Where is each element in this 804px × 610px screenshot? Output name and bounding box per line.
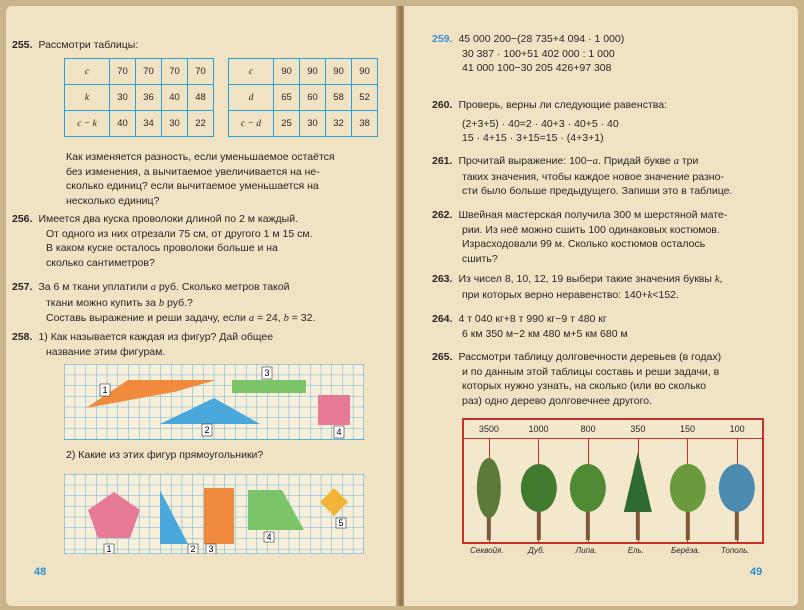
row-header: c − k — [65, 111, 110, 137]
left-page — [6, 6, 398, 606]
variable: a — [248, 313, 255, 324]
table-cell: 52 — [352, 85, 378, 111]
text-part: , — [719, 273, 723, 285]
exercise-255-question — [66, 150, 335, 208]
tree-name: Тополь. — [720, 546, 750, 555]
table-row — [65, 59, 214, 85]
shape-label: 1 — [102, 385, 108, 395]
shape-label: 3 — [208, 544, 214, 554]
text-part: руб. Сколько метров такой — [156, 281, 290, 293]
table-cell: 34 — [136, 111, 162, 137]
tree-years: 150 — [663, 420, 713, 439]
tree-years: 100 — [712, 420, 762, 439]
table-cell: 36 — [136, 85, 162, 111]
table-cell: 40 — [162, 85, 188, 111]
variable: a — [592, 156, 598, 167]
variable: b — [283, 313, 289, 324]
tree-icon — [563, 440, 613, 540]
exercise-258-q2 — [66, 448, 263, 463]
table-cell: 70 — [136, 59, 162, 85]
text-line: которых нужно узнать, на сколько (или во сколько — [462, 380, 707, 392]
tree-longevity-table — [462, 418, 764, 544]
text-line: 4 т 040 кг+8 т 990 кг−9 т 480 кг — [458, 313, 607, 325]
exercise-number: 255. — [12, 39, 33, 51]
exercise-number: 256. — [12, 213, 33, 225]
text-line: сшить? — [462, 252, 498, 265]
text-part: Из чисел 8, 10, 12, 19 выбери такие значения буквы — [458, 273, 715, 285]
text-line: таких значения, чтобы каждое новое значение разно- — [462, 170, 724, 183]
table-cell: 60 — [300, 85, 326, 111]
table-c-d — [228, 58, 378, 137]
exercise-261 — [432, 154, 732, 199]
row-header: c — [229, 59, 274, 85]
tree-name: Дуб. — [528, 546, 545, 555]
text-part: при которых верно неравенство: 140+ — [462, 288, 648, 301]
text-line: сколько сантиметров? — [46, 256, 155, 269]
table-cell: 48 — [188, 85, 214, 111]
table-cell: 70 — [188, 59, 214, 85]
table-cell: 90 — [300, 59, 326, 85]
variable: k — [714, 274, 720, 285]
table-row — [229, 85, 378, 111]
text-line: 15 · 4+15 · 3+15=15 · (4+3+1) — [462, 132, 604, 144]
text-part: три — [678, 155, 699, 167]
table-cell: 22 — [188, 111, 214, 137]
tree-column — [563, 420, 613, 542]
exercise-264 — [432, 312, 628, 341]
exercise-265 — [432, 350, 721, 408]
shape-label: 1 — [106, 544, 112, 554]
text-part: Прочитай выражение: 100− — [458, 155, 593, 167]
text-line: 30 387 · 100+51 402 000 : 1 000 — [462, 47, 615, 60]
table-cell: 70 — [110, 59, 136, 85]
text-part: Составь выражение и реши задачу, если — [46, 312, 249, 324]
table-c-k — [64, 58, 214, 137]
table-cell: 38 — [352, 111, 378, 137]
shapes-grid-2 — [64, 474, 364, 554]
text-line: Израсходовали 99 м. Сколько костюмов осталось — [462, 238, 706, 250]
tree-column — [514, 420, 564, 542]
page-number: 48 — [34, 566, 47, 578]
text-line: и по данным этой таблицы составь и реши задачи, в — [462, 365, 720, 378]
table-cell: 58 — [326, 85, 352, 111]
table-cell: 30 — [300, 111, 326, 137]
table-cell: 30 — [110, 85, 136, 111]
tree-icon — [712, 440, 762, 540]
text-line: 1) Как называется каждая из фигур? Дай общее — [38, 331, 274, 343]
page-number: 49 — [750, 566, 763, 578]
text-part: = 24, — [254, 312, 284, 324]
shape-label: 4 — [336, 427, 342, 437]
text-line: раз) одно дерево долговечнее другого. — [462, 394, 652, 407]
table-cell: 90 — [326, 59, 352, 85]
rectangle-shape — [232, 380, 306, 393]
exercise-number: 265. — [432, 351, 453, 363]
variable: b — [158, 297, 165, 309]
exercise-257 — [12, 280, 315, 327]
table-row — [229, 111, 378, 137]
text-line: Имеется два куска проволоки длиной по 2 м каждый. — [38, 213, 299, 225]
row-header: c − d — [229, 111, 274, 137]
table-cell: 25 — [274, 111, 300, 137]
exercise-262 — [432, 208, 727, 266]
exercise-number: 258. — [12, 331, 33, 343]
tree-years: 1000 — [514, 420, 564, 439]
tree-icon — [464, 440, 514, 540]
text-line: 2) Какие из этих фигур прямоугольники? — [66, 449, 264, 461]
text-line: (2+3+5) · 40=2 · 40+3 · 40+5 · 40 — [462, 117, 619, 130]
tree-name: Липа. — [575, 546, 597, 555]
text-line: без изменения, а вычитаемое увеличивается на не- — [66, 165, 320, 178]
tree-years: 3500 — [464, 420, 514, 439]
table-row — [65, 111, 214, 137]
exercise-256 — [12, 212, 312, 270]
text-line: рии. Из неё можно сшить 100 одинаковых костюмов. — [462, 223, 720, 236]
tree-column — [712, 420, 762, 542]
text-line: название этим фигурам. — [46, 345, 166, 358]
table-cell: 40 — [110, 111, 136, 137]
text-part: ткани можно купить за — [46, 296, 159, 309]
shape-label: 2 — [204, 425, 210, 435]
table-cell: 30 — [162, 111, 188, 137]
table-cell: 90 — [274, 59, 300, 85]
exercise-number: 264. — [432, 313, 453, 325]
text-part: <152. — [652, 288, 679, 301]
text-line: 6 км 350 м−2 км 480 м+5 км 680 м — [462, 327, 628, 340]
text-line: сти было больше предыдущего. Запиши это в таблице. — [462, 185, 733, 197]
text-line: Швейная мастерская получила 300 м шерстяной мате- — [458, 209, 728, 221]
table-row — [229, 59, 378, 85]
tree-icon — [514, 440, 564, 540]
tree-name: Секвойя. — [470, 546, 504, 555]
text-line: несколько единиц? — [66, 194, 160, 207]
table-row — [65, 85, 214, 111]
variable: k — [647, 289, 653, 301]
text-line: От одного из них отрезали 75 см, от другого 1 м 15 см. — [46, 227, 313, 240]
exercise-259 — [432, 32, 624, 76]
tree-icon — [663, 440, 713, 540]
text-line: Проверь, верны ли следующие равенства: — [458, 99, 667, 111]
exercise-number: 263. — [432, 273, 453, 285]
exercise-number: 257. — [12, 281, 33, 293]
shape-label: 4 — [266, 532, 272, 542]
tree-name: Берёза. — [671, 546, 700, 555]
exercise-number: 260. — [432, 99, 453, 111]
text-line: сколько единиц? если вычитаемое уменьшается на — [66, 180, 319, 192]
variable: a — [673, 156, 679, 167]
text-line: В каком куске осталось проволоки больше и на — [46, 242, 278, 254]
table-cell: 65 — [274, 85, 300, 111]
exercise-number: 259. — [432, 33, 453, 45]
tree-years: 800 — [563, 420, 613, 439]
exercise-260 — [432, 98, 667, 146]
tree-column — [613, 420, 663, 542]
text-part: . Придай букве — [598, 155, 674, 167]
table-cell: 70 — [162, 59, 188, 85]
exercise-255-heading — [12, 38, 138, 53]
exercise-258 — [12, 330, 273, 359]
tree-column — [464, 420, 514, 542]
text-line: 45 000 200−(28 735+4 094 · 1 000) — [458, 33, 625, 45]
row-header: k — [65, 85, 110, 111]
exercise-text: Рассмотри таблицы: — [38, 39, 139, 51]
tree-icon — [613, 440, 663, 540]
text-line: Как изменяется разность, если уменьшаемое остаётся — [66, 151, 335, 163]
shapes-grid-1 — [64, 364, 364, 440]
shape-label: 5 — [338, 518, 344, 528]
exercise-number: 261. — [432, 155, 453, 167]
variable: a — [150, 282, 156, 293]
square-shape — [318, 395, 350, 425]
tree-years: 350 — [613, 420, 663, 439]
shape-label: 2 — [190, 544, 196, 554]
tall-rectangle-shape — [204, 488, 234, 544]
right-page — [404, 6, 798, 606]
text-line: 41 000 100−30 205 426+97 308 — [462, 62, 612, 74]
text-part: За 6 м ткани уплатили — [38, 281, 151, 293]
exercise-number: 262. — [432, 209, 453, 221]
table-cell: 32 — [326, 111, 352, 137]
table-cell: 90 — [352, 59, 378, 85]
tree-name: Ель. — [627, 546, 644, 555]
row-header: d — [229, 85, 274, 111]
row-header: c — [65, 59, 110, 85]
shape-label: 3 — [264, 368, 270, 378]
text-line: Рассмотри таблицу долговечности деревьев (в годах) — [458, 351, 722, 363]
text-part: = 32. — [288, 312, 316, 324]
exercise-263 — [432, 272, 722, 303]
tree-column — [663, 420, 713, 542]
text-part: руб.? — [164, 296, 193, 309]
